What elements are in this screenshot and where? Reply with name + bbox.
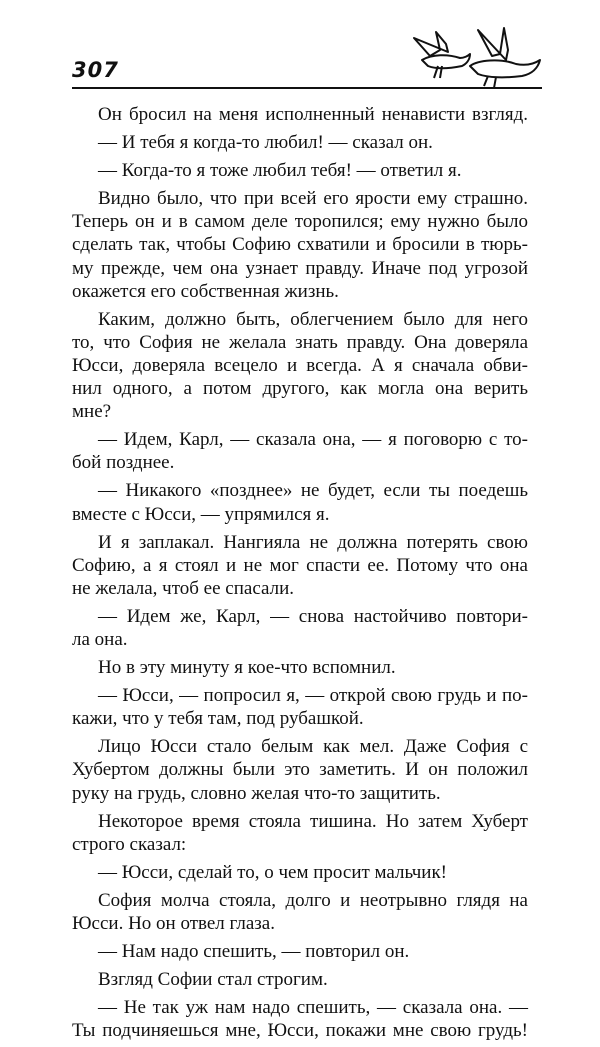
text-line: Теперь он и в самом деле торопился; ему нужно было [72,211,528,233]
paragraph [72,131,528,154]
paragraph [72,940,528,963]
paragraph [72,605,528,651]
text-line: — Идем, Карл, — сказала она, — я поговорю с то- [98,429,528,451]
text-line: нил одного, а потом другого, как могла она верить [72,378,528,400]
paragraph [72,308,528,423]
text-line: Юсси. Но он отвел глаза. [72,913,275,934]
text-line: — Юсси, — попросил я, — открой свою грудь и по- [98,685,528,707]
text-line: И я заплакал. Нангияла не должна потерять свою [98,531,528,553]
text-line: Софию, а я стоял и не мог спасти ее. Потому что она [72,554,528,576]
text-line: Лицо Юсси стало белым как мел. Даже София с [98,736,528,758]
text-line: София молча стояла, долго и неотрывно глядя на [98,889,528,911]
text-line: мне? [72,401,112,423]
text-line: Каким, должно быть, облегчением было для него [98,308,528,330]
paragraph [72,861,528,884]
paragraph [72,996,528,1042]
body-text [72,103,528,1047]
text-line: ла она. [72,628,128,650]
paragraph [72,735,528,804]
text-line: окажется его собственная жизнь. [72,280,339,302]
text-line: — Когда-то я тоже любил тебя! — ответил я. [98,160,462,182]
paragraph [72,810,528,856]
text-line: — И тебя я когда-то любил! — сказал он. [98,132,433,154]
paragraph [72,479,528,525]
paragraph [72,159,528,182]
text-line: строго сказал: [72,833,187,855]
text-line: Взгляд Софии стал строгим. [98,969,328,991]
flying-birds-icon [408,20,548,92]
text-line: сделать так, чтобы Софию схватили и бросили в тюрь- [72,234,528,256]
paragraph [72,968,528,991]
text-line: Юсси, доверяла всецело и всегда. А я сначала обви- [72,354,528,376]
text-line: — Идем же, Карл, — снова настойчиво повтори- [98,605,528,627]
paragraph [72,889,528,935]
text-line: Ты подчиняешься мне, Юсси, покажи мне свою грудь! [72,1020,528,1042]
text-line: Некоторое время стояла тишина. Но затем Хуберт [98,810,528,832]
text-line: му прежде, чем она узнает правду. Иначе под угрозой [72,257,528,279]
paragraph [72,531,528,600]
text-line: руку на грудь, словно желая что-то защитить. [72,782,441,804]
text-line: — Никакого «позднее» не будет, если ты поедешь [98,480,528,502]
text-line: то, что София не желала знать правду. Она доверяла [72,331,528,353]
text-line: Хубертом должны были это заметить. И он положил [72,759,528,781]
paragraph [72,428,528,474]
text-line: кажи, что у тебя там, под рубашкой. [72,708,364,730]
page-number: 307 [72,58,119,82]
paragraph [72,103,528,126]
text-line: Но в эту минуту я кое-что вспомнил. [98,657,396,679]
paragraph [72,187,528,302]
text-line: не желала, чтоб ее спасали. [72,577,294,599]
paragraph [72,684,528,730]
text-line: — Нам надо спешить, — повторил он. [98,941,410,963]
text-line: вместе с Юсси, — упрямился я. [72,503,330,525]
text-line: — Не так уж нам надо спешить, — сказала она. — [98,997,528,1019]
text-line: — Юсси, сделай то, о чем просит мальчик! [98,861,448,883]
text-line: Он бросил на меня исполненный ненависти взгляд. [98,104,528,125]
paragraph [72,656,528,679]
text-line: Видно было, что при всей его ярости ему страшно. [98,188,528,210]
text-line: бой позднее. [72,452,175,474]
